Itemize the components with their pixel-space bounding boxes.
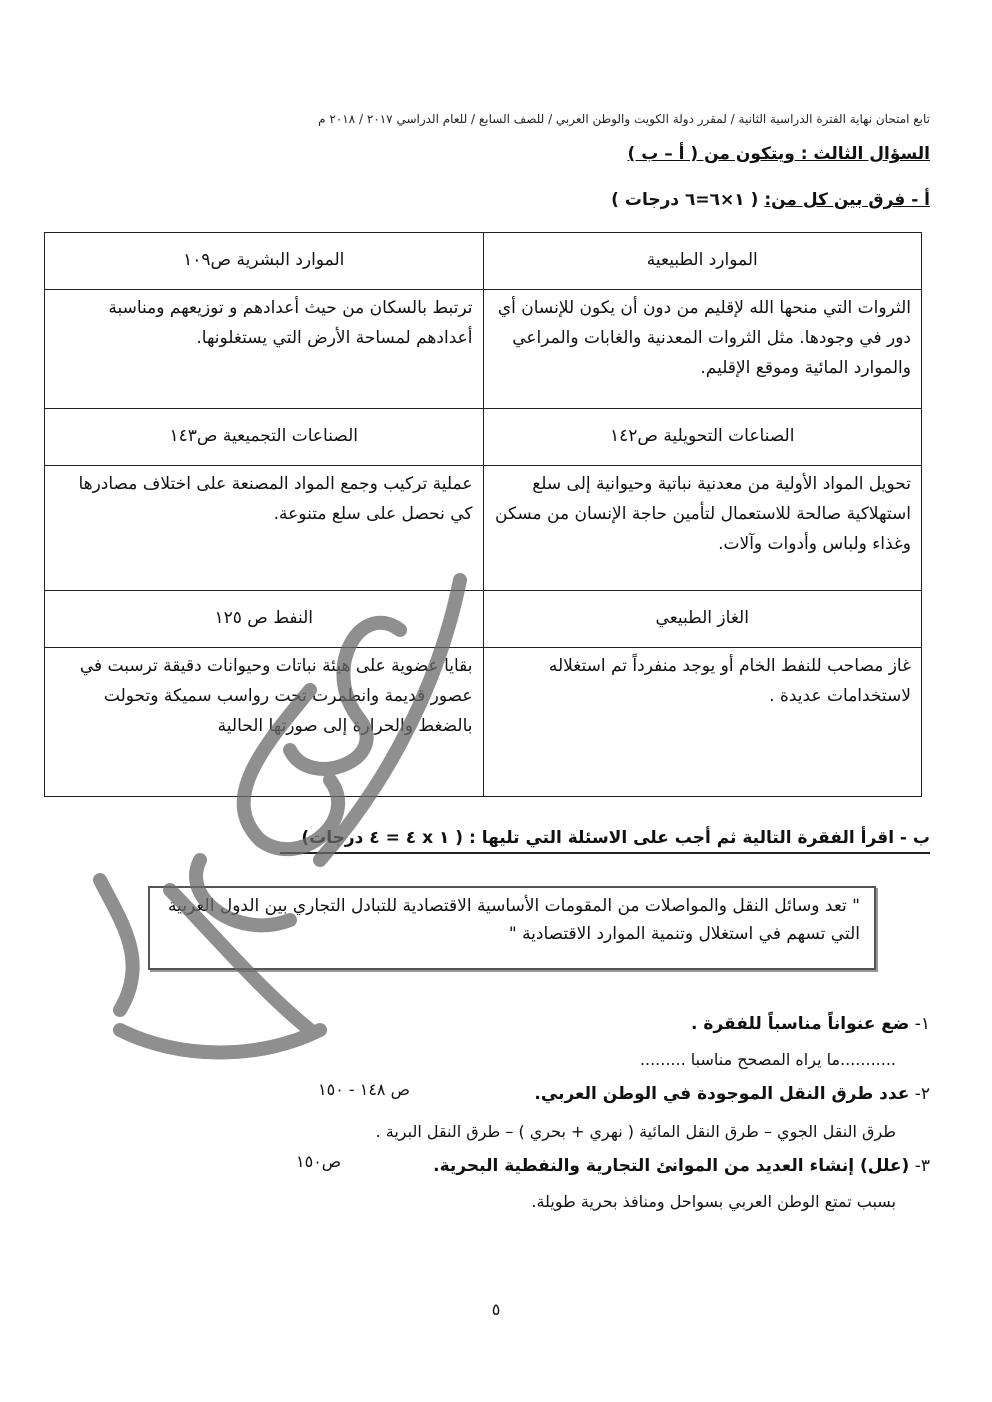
table-body-cell: عملية تركيب وجمع المواد المصنعة على اختلاف مصادرها كي نحصل على سلع متنوعة. bbox=[45, 466, 484, 591]
table-row bbox=[45, 591, 922, 648]
table-row bbox=[45, 648, 922, 797]
exam-header-line: تابع امتحان نهاية الفترة الدراسية الثانية / لمقرر دولة الكويت والوطن العربي / للصف السابع / للعام الدراسي ٢٠١٧ / ٢٠١٨ م bbox=[318, 112, 930, 126]
part-a-heading bbox=[611, 190, 930, 210]
table-body-cell: الثروات التي منحها الله لإقليم من دون أن يكون للإنسان أي دور في وجودها. مثل الثروات المعدنية والغابات والمراعي والموارد المائية وموقع الإقليم. bbox=[483, 290, 922, 409]
question-text: ضع عنواناً مناسباً للفقرة . bbox=[691, 1014, 910, 1034]
comparison-table bbox=[44, 232, 922, 797]
page-reference: ص١٥٠ bbox=[296, 1152, 342, 1171]
question-number: ١- bbox=[909, 1014, 930, 1034]
answer-2: طرق النقل الجوي – طرق النقل المائية ( نهري + بحري ) – طرق النقل البرية . bbox=[375, 1122, 896, 1141]
page-number: ٥ bbox=[491, 1300, 501, 1319]
question-3 bbox=[433, 1156, 930, 1176]
table-head-cell: الصناعات التحويلية ص١٤٢ bbox=[483, 409, 922, 466]
question-1 bbox=[691, 1014, 930, 1034]
page-reference: ص ١٤٨ - ١٥٠ bbox=[318, 1080, 410, 1099]
table-head-cell: الصناعات التجميعية ص١٤٣ bbox=[45, 409, 484, 466]
table-body-cell: ترتبط بالسكان من حيث أعدادهم و توزيعهم ومناسبة أعدادهم لمساحة الأرض التي يستغلونها. bbox=[45, 290, 484, 409]
table-head-cell: النفط ص ١٢٥ bbox=[45, 591, 484, 648]
question-title: السؤال الثالث : ويتكون من ( أ – ب ) bbox=[627, 144, 930, 164]
table-head-cell: الموارد البشرية ص١٠٩ bbox=[45, 233, 484, 290]
question-text: (علل) إنشاء العديد من الموانئ التجارية والنفطية البحرية. bbox=[433, 1156, 910, 1176]
table-row bbox=[45, 466, 922, 591]
table-row bbox=[45, 409, 922, 466]
stamp-stroke bbox=[100, 880, 133, 1010]
question-number: ٢- bbox=[909, 1084, 930, 1104]
part-a-marks: ( ١×٦=٦ درجات ) bbox=[611, 190, 759, 210]
table-head-cell: الموارد الطبيعية bbox=[483, 233, 922, 290]
stamp-stroke bbox=[120, 1030, 320, 1053]
table-body-cell: بقايا عضوية على هيئة نباتات وحيوانات دقيقة ترسبت في عصور قديمة وانطمرت تحت رواسب سميكة وتحولت بالضغط والحرارة إلى صورتها الحالية bbox=[45, 648, 484, 797]
part-b-heading: ب - اقرأ الفقرة التالية ثم أجب على الاسئلة التي تليها : ( ١ x ٤ = ٤ درجات) bbox=[280, 828, 930, 854]
table-head-cell: الغاز الطبيعي bbox=[483, 591, 922, 648]
part-a-label: أ - فرق بين كل من: bbox=[764, 190, 930, 210]
question-2 bbox=[534, 1084, 930, 1104]
question-text: عدد طرق النقل الموجودة في الوطن العربي. bbox=[534, 1084, 910, 1104]
table-row bbox=[45, 233, 922, 290]
table-body-cell: تحويل المواد الأولية من معدنية نباتية وحيوانية إلى سلع استهلاكية صالحة للاستعمال لتأمين حاجة الإنسان من مسكن وغذاء ولباس وأدوات وآلات. bbox=[483, 466, 922, 591]
table-row bbox=[45, 290, 922, 409]
answer-3: بسبب تمتع الوطن العربي بسواحل ومنافذ بحرية طويلة. bbox=[531, 1192, 896, 1211]
answer-1: ...........ما يراه المصحح مناسبا ......... bbox=[639, 1050, 896, 1069]
question-number: ٣- bbox=[909, 1156, 930, 1176]
reading-passage: " تعد وسائل النقل والمواصلات من المقومات الأساسية الاقتصادية للتبادل التجاري بين الدول العربية التي تسهم في استغلال وتنمية الموارد الاقتصادية " bbox=[148, 886, 876, 970]
table-body-cell: غاز مصاحب للنفط الخام أو يوجد منفرداً تم استغلاله لاستخدامات عديدة . bbox=[483, 648, 922, 797]
